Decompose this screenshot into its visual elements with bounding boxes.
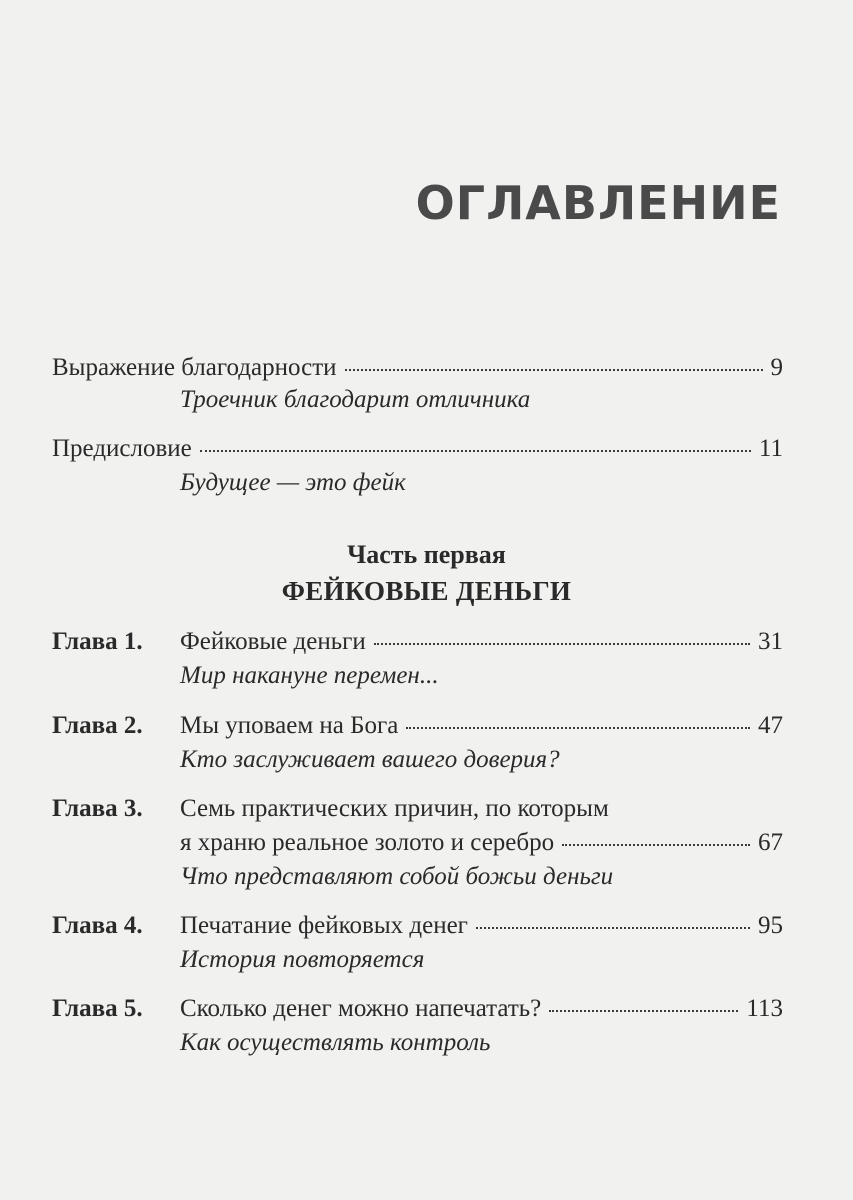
entry-subtitle: Что представляют собой божьи деньги — [180, 863, 614, 890]
entry-subtitle: Мир накануне перемен... — [180, 662, 439, 689]
entry-page-number: 113 — [746, 995, 783, 1022]
chapter-label: Глава 2. — [52, 712, 143, 739]
leader-dots — [406, 727, 750, 729]
entry-name: я храню реальное золото и серебро — [180, 829, 555, 856]
entry-name: Фейковые деньги — [180, 628, 366, 655]
toc-title: ОГЛАВЛЕНИЕ — [415, 176, 781, 230]
entry-name: Печатание фейковых денег — [180, 912, 468, 939]
entry-subtitle: Троечник благодарит отличника — [180, 386, 531, 413]
entry-page-number: 31 — [758, 628, 783, 655]
entry-page-number: 95 — [758, 912, 783, 939]
part-label: Часть первая — [347, 540, 506, 569]
entry-page-number: 47 — [758, 712, 783, 739]
entry-page-number: 9 — [770, 354, 783, 381]
chapter-label: Глава 4. — [52, 912, 143, 939]
entry-name: Предисловие — [52, 435, 192, 462]
entry-name: Выражение благодарности — [52, 354, 337, 381]
chapter-label: Глава 3. — [52, 795, 143, 822]
leader-dots — [562, 844, 750, 846]
leader-dots — [345, 369, 763, 371]
entry-name: Мы уповаем на Бога — [180, 712, 399, 739]
entry-page-number: 11 — [758, 435, 783, 462]
leader-dots — [476, 927, 750, 929]
leader-dots — [374, 643, 750, 645]
chapter-label: Глава 5. — [52, 995, 143, 1022]
entry-page-number: 67 — [758, 829, 783, 856]
entry-subtitle: Будущее — это фейк — [180, 469, 406, 496]
entry-subtitle: История повторяется — [180, 946, 425, 973]
part-title: ФЕЙКОВЫЕ ДЕНЬГИ — [281, 576, 572, 606]
chapter-label: Глава 1. — [52, 628, 143, 655]
leader-dots — [200, 450, 751, 452]
leader-dots — [549, 1010, 738, 1012]
entry-subtitle: Кто заслуживает вашего доверия? — [180, 746, 560, 773]
entry-name-line-1: Семь практических причин, по которым — [180, 795, 609, 822]
entry-subtitle: Как осуществлять контроль — [180, 1029, 491, 1056]
entry-name: Сколько денег можно напечатать? — [180, 995, 542, 1022]
